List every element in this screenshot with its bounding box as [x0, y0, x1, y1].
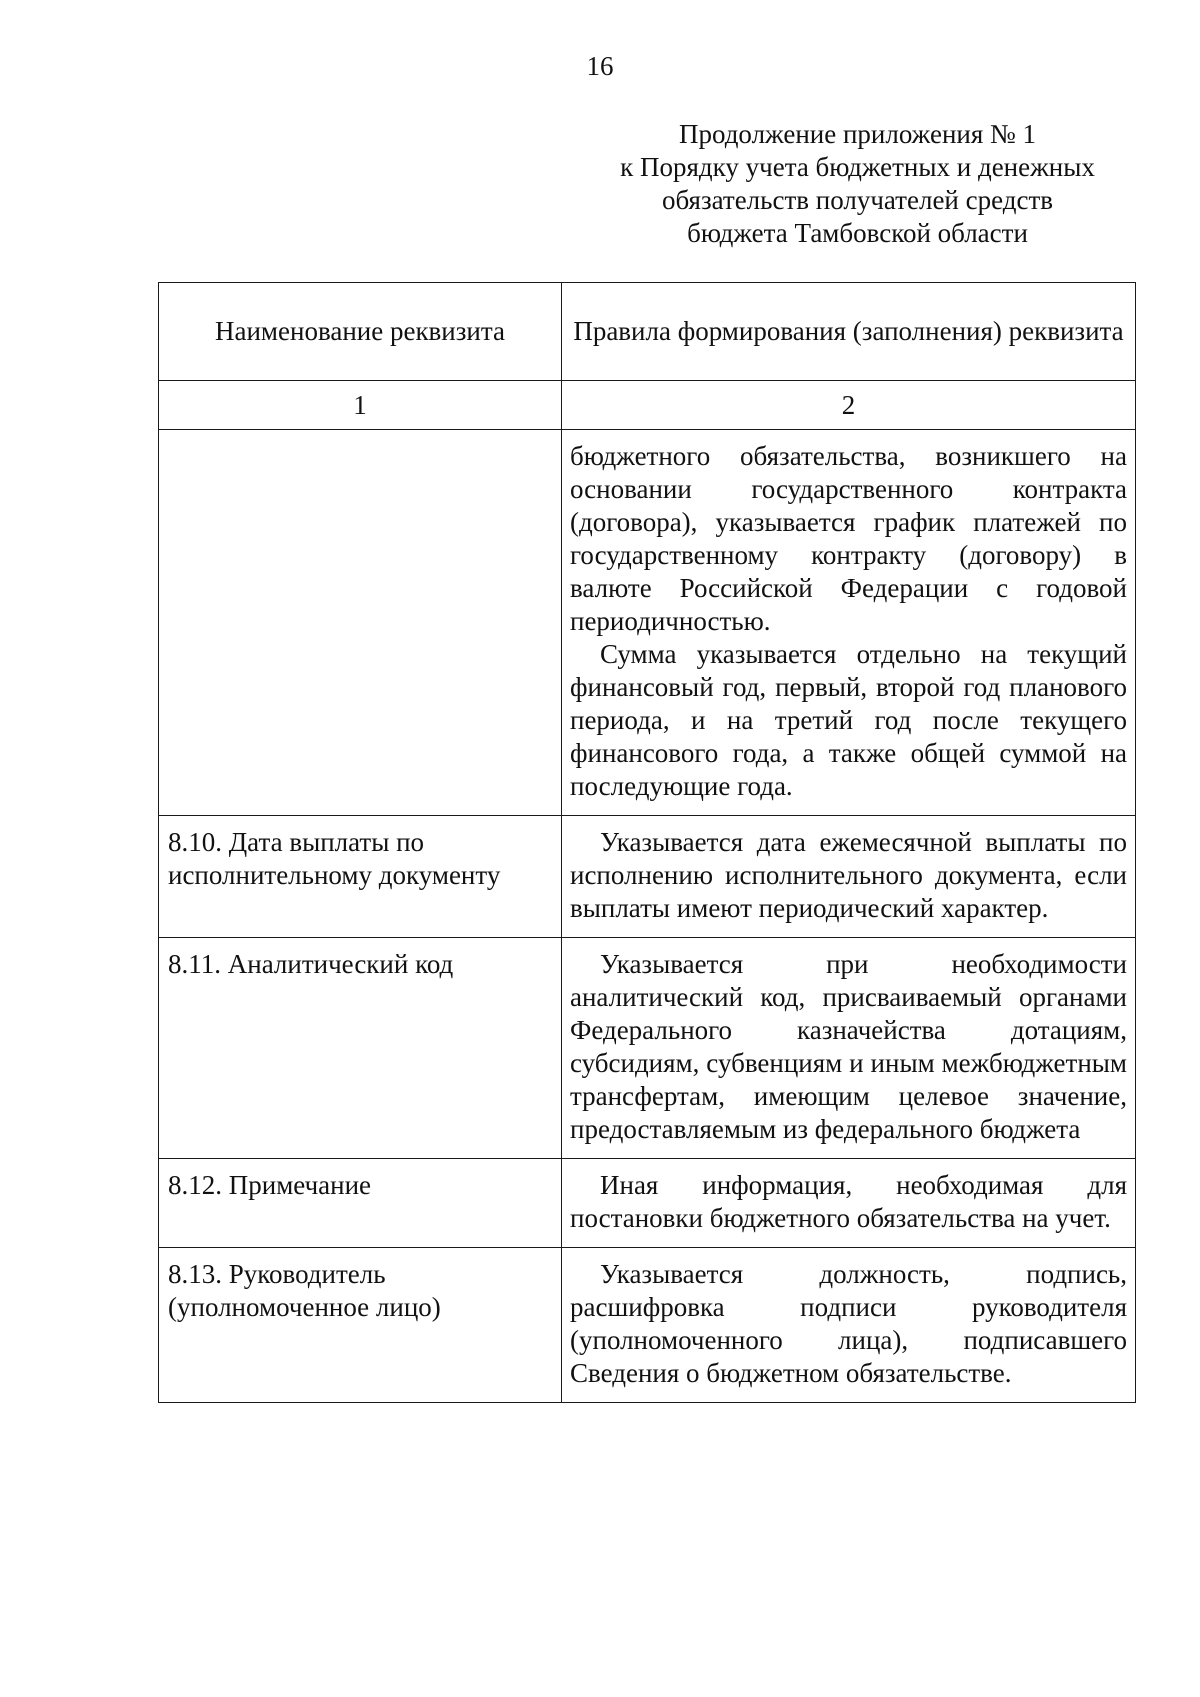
column-header-rules: Правила формирования (заполнения) реквизита: [562, 283, 1136, 381]
appendix-header-line: к Порядку учета бюджетных и денежных: [620, 152, 1095, 182]
table-row: [159, 816, 1136, 938]
requisite-rules: [562, 816, 1136, 938]
column-number: 2: [562, 381, 1136, 430]
requisite-name: 8.12. Примечание: [159, 1159, 562, 1248]
table-header-row: [159, 283, 1136, 381]
column-number-row: [159, 381, 1136, 430]
appendix-header-line: обязательств получателей средств: [661, 185, 1054, 215]
page-number: 16: [586, 51, 614, 81]
requisite-name: [159, 430, 562, 816]
table-row: [159, 938, 1136, 1159]
rule-paragraph: Указывается при необходимости аналитический код, присваиваемый органами Федерального казначейства дотациям, субсидиям, субвенциям и иным межбюджетным трансфертам, имеющим целевое значение, предоставляемым из федерального бюджета: [570, 949, 1127, 1144]
column-number: 1: [159, 381, 562, 430]
requisite-name: 8.11. Аналитический код: [159, 938, 562, 1159]
table-row: [159, 1159, 1136, 1248]
rule-paragraph: бюджетного обязательства, возникшего на основании государственного контракта (договора), указывается график платежей по государственному контракту (договору) в валюте Российской Федерации с годовой периодичностью.: [570, 441, 1127, 636]
appendix-header-line: бюджета Тамбовской области: [687, 218, 1028, 248]
column-header-name: Наименование реквизита: [159, 283, 562, 381]
requisite-rules: [562, 1248, 1136, 1403]
table-row: [159, 1248, 1136, 1403]
requisite-rules: [562, 1159, 1136, 1248]
requisite-name: 8.13. Руководитель (уполномоченное лицо): [159, 1248, 562, 1403]
appendix-header: [585, 118, 1130, 250]
requisite-name: 8.10. Дата выплаты по исполнительному документу: [159, 816, 562, 938]
requisite-rules: [562, 430, 1136, 816]
rule-paragraph: Указывается должность, подпись, расшифровка подписи руководителя (уполномоченного лица), подписавшего Сведения о бюджетном обязательстве.: [570, 1259, 1127, 1388]
rule-paragraph: Указывается дата ежемесячной выплаты по исполнению исполнительного документа, если выплаты имеют периодический характер.: [570, 827, 1127, 923]
requisites-table: [158, 282, 1136, 1403]
rule-paragraph: Сумма указывается отдельно на текущий финансовый год, первый, второй год планового периода, и на третий год после текущего финансового года, а также общей суммой на последующие года.: [570, 639, 1127, 801]
requisite-rules: [562, 938, 1136, 1159]
appendix-header-line: Продолжение приложения № 1: [678, 119, 1037, 149]
table-row: [159, 430, 1136, 816]
rule-paragraph: Иная информация, необходимая для постановки бюджетного обязательства на учет.: [570, 1170, 1127, 1233]
